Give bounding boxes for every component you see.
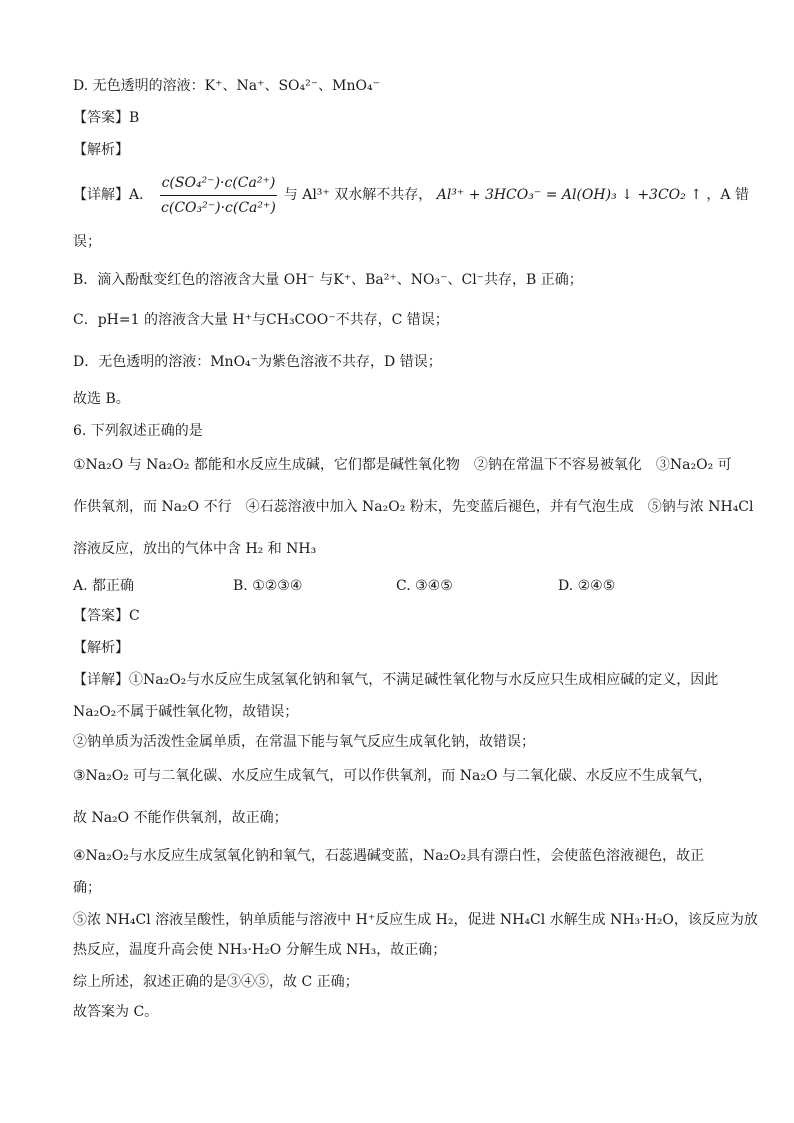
fraction-numerator: c(SO₄²⁻)·c(Ca²⁺) [160,173,278,196]
q6-final-answer: 故答案为 C。 [73,1004,159,1020]
q5-detail-a [73,170,749,220]
q6-summary: 综上所述，叙述正确的是③④⑤，故 C 正确； [73,974,359,990]
q6-option-a: A. 都正确 [73,578,135,594]
detail-a-label: 【详解】A． [73,187,154,203]
q5-option-d: D. 无色透明的溶液：K⁺、Na⁺、SO₄²⁻、MnO₄⁻ [73,78,380,94]
q6-detail-5b: 热反应，温度升高会使 NH₃·H₂O 分解生成 NH₃，故正确； [73,942,447,958]
q5-conclusion: 故选 B。 [73,391,130,407]
q5-detail-b: B．滴入酚酞变红色的溶液含大量 OH⁻ 与K⁺、Ba²⁺、NO₃⁻、Cl⁻共存，B 正确； [73,272,583,288]
q5-detail-d: D．无色透明的溶液：MnO₄⁻为紫色溶液不共存，D 错误； [73,354,442,370]
q6-detail-2: ②钠单质为活泼性金属单质，在常温下能与氧气反应生成氧化钠，故错误； [73,734,535,750]
q6-detail-4b: 确； [73,880,101,896]
q5-detail-c: C．pH=1 的溶液含大量 H⁺与CH₃COO⁻不共存，C 错误； [73,312,449,328]
q6-detail-1b: Na₂O₂不属于碱性氧化物，故错误； [73,704,299,720]
q6-statement-line-2: 作供氧剂，而 Na₂O 不行 ④石蕊溶液中加入 Na₂O₂ 粉末，先变蓝后褪色，并有气泡生成 ⑤钠与浓 NH₄Cl [73,499,754,515]
q6-statement-line-3: 溶液反应，放出的气体中含 H₂ 和 NH₃ [73,541,317,557]
detail-a-text: 与 Al³⁺ 双水解不共存， [283,187,433,203]
q5-analysis-heading: 【解析】 [73,142,129,158]
detail-a-tail: ，A 错 [706,187,749,203]
q6-detail-3b: 故 Na₂O 不能作供氧剂，故正确； [73,810,288,826]
fraction-denominator: c(CO₃²⁻)·c(Ca²⁺) [161,199,276,216]
hydrolysis-equation: Al³⁺ + 3HCO₃⁻ = Al(OH)₃ ↓ +3CO₂ ↑ [436,187,702,203]
q6-analysis-heading: 【解析】 [73,640,129,656]
q6-options [73,576,615,596]
q6-detail-1a: 【详解】①Na₂O₂与水反应生成氢氧化钠和氧气，不满足碱性氧化物与水反应只生成相应碱的定义，因此 [73,672,719,688]
q6-option-c: C. ③④⑤ [396,578,453,594]
q6-option-d: D. ②④⑤ [558,578,616,594]
q6-detail-3a: ③Na₂O₂ 可与二氧化碳、水反应生成氧气，可以作供氧剂，而 Na₂O 与二氧化碳、水反应不生成氧气， [73,768,712,784]
q6-detail-4a: ④Na₂O₂与水反应生成氢氧化钠和氧气，石蕊遇碱变蓝，Na₂O₂具有漂白性，会使蓝色溶液褪色，故正 [73,848,705,864]
q6-stem: 6. 下列叙述正确的是 [73,423,203,439]
q6-option-b: B. ①②③④ [233,578,303,594]
ratio-fraction [160,173,278,218]
q6-statement-line-1: ①Na₂O 与 Na₂O₂ 都能和水反应生成碱，它们都是碱性氧化物 ②钠在常温下不容易被氧化 ③Na₂O₂ 可 [73,457,732,473]
detail-a-wrap: 误； [73,234,101,250]
q6-detail-5a: ⑤浓 NH₄Cl 溶液呈酸性，钠单质能与溶液中 H⁺反应生成 H₂，促进 NH₄Cl 水解生成 NH₃·H₂O，该反应为放 [73,912,758,928]
q6-answer: 【答案】C [73,608,140,624]
q5-answer: 【答案】B [73,110,140,126]
